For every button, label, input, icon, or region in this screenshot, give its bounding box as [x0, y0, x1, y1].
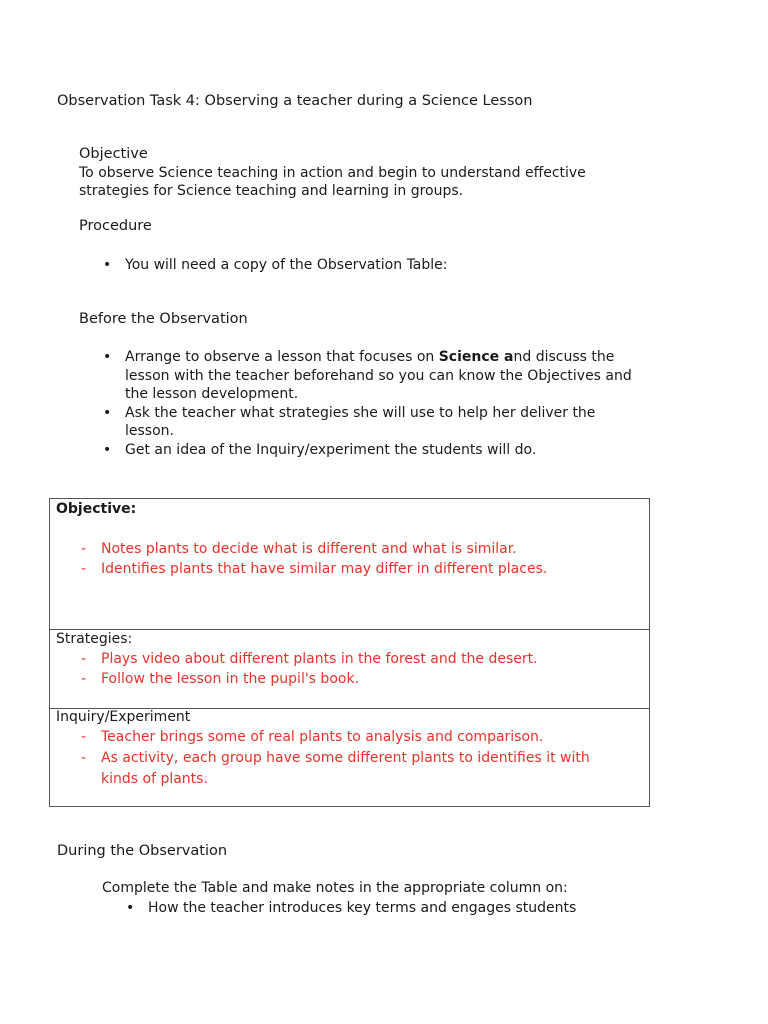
- list-item: [50, 748, 610, 790]
- objective-cell-list: [50, 540, 610, 579]
- dash-icon: -: [81, 541, 87, 557]
- inquiry-cell: [50, 709, 649, 806]
- strategies-cell-item-1: Plays video about different plants in the forest and the desert.: [101, 651, 538, 667]
- inquiry-cell-list: [50, 728, 610, 790]
- objective-cell-item-2: Identifies plants that have similar may differ in different places.: [101, 560, 548, 577]
- objective-text-line2: strategies for Science teaching and learning in groups.: [79, 183, 464, 199]
- objective-cell: [50, 499, 649, 630]
- list-item: [50, 670, 610, 690]
- strategies-cell-list: [50, 650, 610, 689]
- bullet-icon: •: [126, 900, 135, 916]
- bullet-icon: •: [103, 349, 112, 365]
- list-item: [79, 348, 632, 404]
- before-item-1-line2: lesson with the teacher beforehand so you can know the Objectives and: [125, 367, 632, 384]
- before-item-3-text: Get an idea of the Inquiry/experiment the students will do.: [125, 441, 537, 458]
- during-observation-intro: Complete the Table and make notes in the appropriate column on:: [102, 880, 568, 896]
- dash-icon: -: [81, 560, 87, 577]
- strategies-cell: [50, 630, 649, 709]
- objective-heading: Objective: [79, 146, 148, 162]
- dash-icon: -: [81, 670, 87, 687]
- procedure-item-text: You will need a copy of the Observation Table:: [125, 257, 448, 273]
- dash-icon: -: [81, 749, 87, 766]
- strategies-cell-item-2: Follow the lesson in the pupil's book.: [101, 670, 360, 687]
- strategies-cell-label: Strategies:: [56, 631, 133, 647]
- inquiry-cell-label: Inquiry/Experiment: [56, 709, 191, 725]
- objective-cell-item-1: Notes plants to decide what is different and what is similar.: [101, 541, 517, 557]
- before-observation-list: [79, 348, 632, 459]
- bullet-icon: •: [103, 441, 112, 458]
- before-item-1-bold: Science a: [438, 349, 514, 365]
- list-item: [50, 650, 610, 670]
- procedure-heading: Procedure: [79, 218, 152, 234]
- before-observation-heading: Before the Observation: [79, 311, 248, 327]
- before-item-1-text-pre: Arrange to observe a lesson that focuses on: [125, 349, 439, 365]
- list-item: [79, 256, 448, 275]
- list-item: [79, 441, 632, 460]
- inquiry-cell-item-1: Teacher brings some of real plants to analysis and comparison.: [101, 729, 544, 745]
- observation-table: [49, 498, 650, 807]
- during-observation-heading: During the Observation: [57, 843, 228, 859]
- list-item: [50, 560, 610, 580]
- bullet-icon: •: [103, 257, 112, 273]
- during-observation-list: [102, 899, 576, 918]
- bullet-icon: •: [103, 404, 112, 421]
- dash-icon: -: [81, 729, 87, 745]
- objective-cell-label: Objective:: [56, 501, 137, 517]
- before-item-2-line2: lesson.: [125, 423, 174, 439]
- objective-text-line1: To observe Science teaching in action and begin to understand effective: [79, 165, 586, 181]
- dash-icon: -: [81, 651, 87, 667]
- page-title: Observation Task 4: Observing a teacher during a Science Lesson: [57, 93, 533, 109]
- before-item-1-line3: the lesson development.: [125, 386, 299, 402]
- before-item-2-line1: Ask the teacher what strategies she will use to help her deliver the: [125, 404, 596, 421]
- during-item-1-text: How the teacher introduces key terms and engages students: [148, 900, 577, 916]
- list-item: [50, 728, 610, 748]
- before-item-1-text-post: nd discuss the: [513, 349, 615, 365]
- list-item: [50, 540, 610, 560]
- list-item: [102, 899, 576, 918]
- inquiry-cell-item-2: As activity, each group have some different plants to identifies it with kinds of plants.: [101, 749, 590, 787]
- procedure-list: [79, 256, 448, 275]
- list-item: [79, 404, 632, 441]
